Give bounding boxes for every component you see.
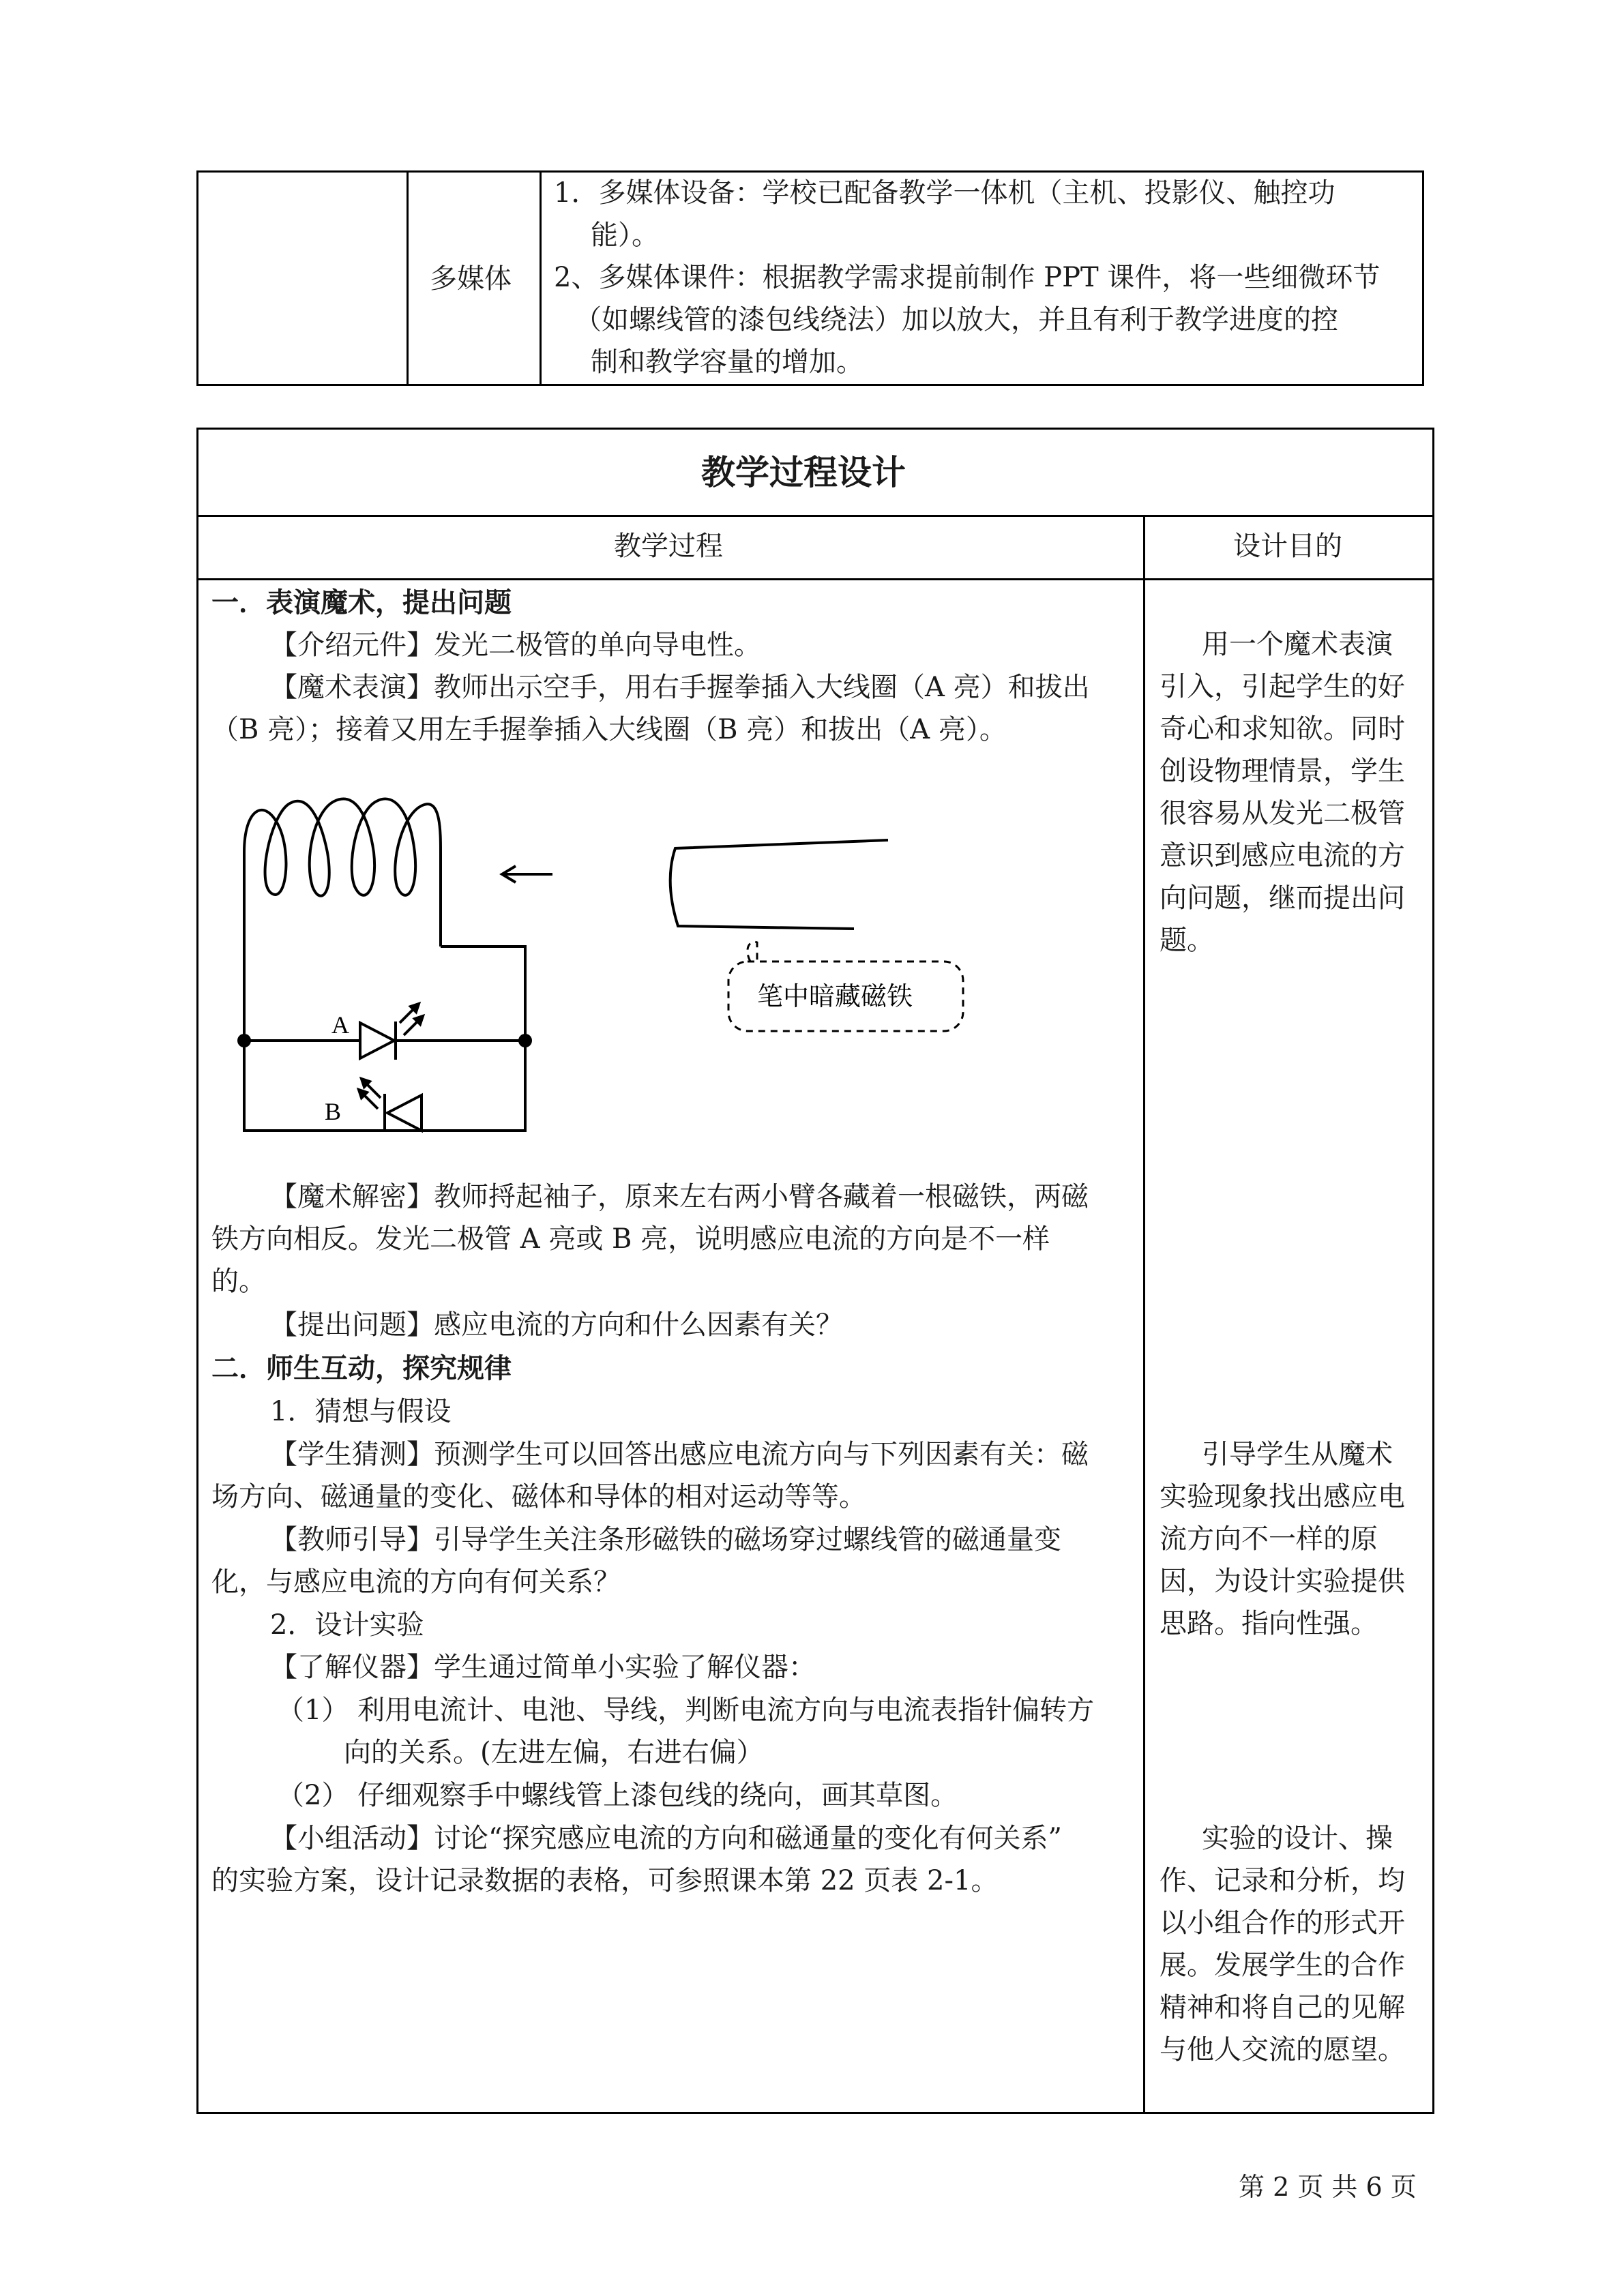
guide-paragraph-line-2: 化，与感应电流的方向有何关系？ <box>211 1566 621 1598</box>
multimedia-category: 多媒体 <box>430 263 512 295</box>
item-1-line-2: 向的关系。(左进左偏，右进右偏） <box>344 1737 764 1768</box>
purpose-3-line: 展。发展学生的合作 <box>1160 1950 1405 1981</box>
led-a-icon <box>360 1004 423 1060</box>
item-2: （2） 仔细观察手中螺线管上漆包线的绕向，画其草图。 <box>277 1780 958 1811</box>
section-2-heading: 二．师生互动，探究规律 <box>211 1353 512 1384</box>
purpose-1 <box>1160 623 1422 961</box>
led-b-icon <box>359 1079 422 1132</box>
led-a-label: A <box>331 1011 349 1039</box>
group-paragraph-line-1: 【小组活动】讨论“探究感应电流的方向和磁通量的变化有何关系” <box>270 1823 1062 1854</box>
sub-heading-design: 2．设计实验 <box>270 1609 424 1641</box>
circuit-diagram <box>211 777 1016 1146</box>
purpose-1-line: 创设物理情景，学生 <box>1160 756 1405 787</box>
arrow-left-icon <box>502 866 552 882</box>
purpose-2-line: 因，为设计实验提供 <box>1160 1566 1405 1597</box>
purpose-3-line: 与他人交流的愿望。 <box>1160 2034 1405 2066</box>
column-header-purpose: 设计目的 <box>1233 531 1342 562</box>
column-header-process: 教学过程 <box>614 531 723 562</box>
multimedia-item-2-line-3: 制和教学容量的增加。 <box>591 346 863 378</box>
question-paragraph: 【提出问题】感应电流的方向和什么因素有关？ <box>270 1309 843 1341</box>
guide-paragraph-line-1: 【教师引导】引导学生关注条形磁铁的磁场穿过螺线管的磁通量变 <box>270 1524 1061 1555</box>
sub-heading-guess: 1．猜想与假设 <box>270 1396 452 1427</box>
magic-paragraph-line-2: （B 亮）；接着又用左手握拳插入大线圈（B 亮）和拔出（A 亮）。 <box>211 714 1007 745</box>
multimedia-item-2-line-1: 2、多媒体课件：根据教学需求提前制作 PPT 课件，将一些细微环节 <box>554 262 1381 293</box>
purpose-2-line: 流方向不一样的原 <box>1160 1523 1378 1555</box>
section-1-heading: 一．表演魔术，提出问题 <box>211 587 512 618</box>
purpose-1-line: 奇心和求知欲。同时 <box>1160 713 1405 745</box>
process-table-title: 教学过程设计 <box>701 453 906 492</box>
led-b-label: B <box>325 1098 342 1125</box>
junction-left <box>237 1034 251 1047</box>
reveal-paragraph-line-1: 【魔术解密】教师捋起袖子，原来左右两小臂各藏着一根磁铁，两磁 <box>270 1181 1089 1212</box>
purpose-2-line: 引导学生从魔术 <box>1202 1439 1393 1470</box>
purpose-2 <box>1160 1433 1422 1645</box>
group-paragraph-line-2: 的实验方案，设计记录数据的表格，可参照课本第 22 页表 2-1。 <box>211 1865 999 1896</box>
purpose-2-line: 实验现象找出感应电 <box>1160 1481 1405 1512</box>
purpose-1-line: 意识到感应电流的方 <box>1160 840 1405 871</box>
purpose-1-line: 用一个魔术表演 <box>1202 629 1393 660</box>
purpose-1-line: 向问题，继而提出问 <box>1160 882 1405 914</box>
pen-outline <box>670 840 888 929</box>
intro-paragraph: 【介绍元件】发光二极管的单向导电性。 <box>270 629 761 661</box>
multimedia-item-1-line-1: 1．多媒体设备：学校已配备教学一体机（主机、投影仪、触控功 <box>554 177 1335 209</box>
purpose-3-line: 实验的设计、操 <box>1202 1823 1393 1854</box>
multimedia-item-2-line-2: （如螺线管的漆包线绕法）加以放大，并且有利于教学进度的控 <box>574 304 1338 336</box>
reveal-paragraph-line-2: 铁方向相反。发光二极管 A 亮或 B 亮，说明感应电流的方向是不一样 <box>211 1223 1050 1255</box>
purpose-2-line: 思路。指向性强。 <box>1160 1608 1378 1639</box>
purpose-1-line: 引入，引起学生的好 <box>1160 671 1405 702</box>
guess-paragraph-line-1: 【学生猜测】预测学生可以回答出感应电流方向与下列因素有关：磁 <box>270 1439 1089 1470</box>
item-1-line-1: （1） 利用电流计、电池、导线，判断电流方向与电流表指针偏转方 <box>277 1695 1095 1726</box>
guess-paragraph-line-2: 场方向、磁通量的变化、磁体和导体的相对运动等等。 <box>211 1481 866 1512</box>
junction-right <box>518 1034 532 1047</box>
reveal-paragraph-line-3: 的。 <box>211 1266 266 1297</box>
purpose-3-line: 作、记录和分析，均 <box>1160 1865 1405 1896</box>
multimedia-item-1-line-2: 能）。 <box>591 220 659 251</box>
purpose-1-line: 很容易从发光二极管 <box>1160 798 1405 829</box>
magic-paragraph-line-1: 【魔术表演】教师出示空手，用右手握拳插入大线圈（A 亮）和拔出 <box>270 672 1090 703</box>
purpose-1-line: 题。 <box>1160 925 1214 956</box>
purpose-3 <box>1160 1817 1422 2071</box>
purpose-3-line: 以小组合作的形式开 <box>1160 1907 1405 1939</box>
purpose-3-line: 精神和将自己的见解 <box>1160 1992 1405 2023</box>
page-footer: 第 2 页 共 6 页 <box>1239 2172 1417 2202</box>
callout-text: 笔中暗藏磁铁 <box>757 981 913 1011</box>
instrument-paragraph: 【了解仪器】学生通过简单小实验了解仪器： <box>270 1652 816 1683</box>
